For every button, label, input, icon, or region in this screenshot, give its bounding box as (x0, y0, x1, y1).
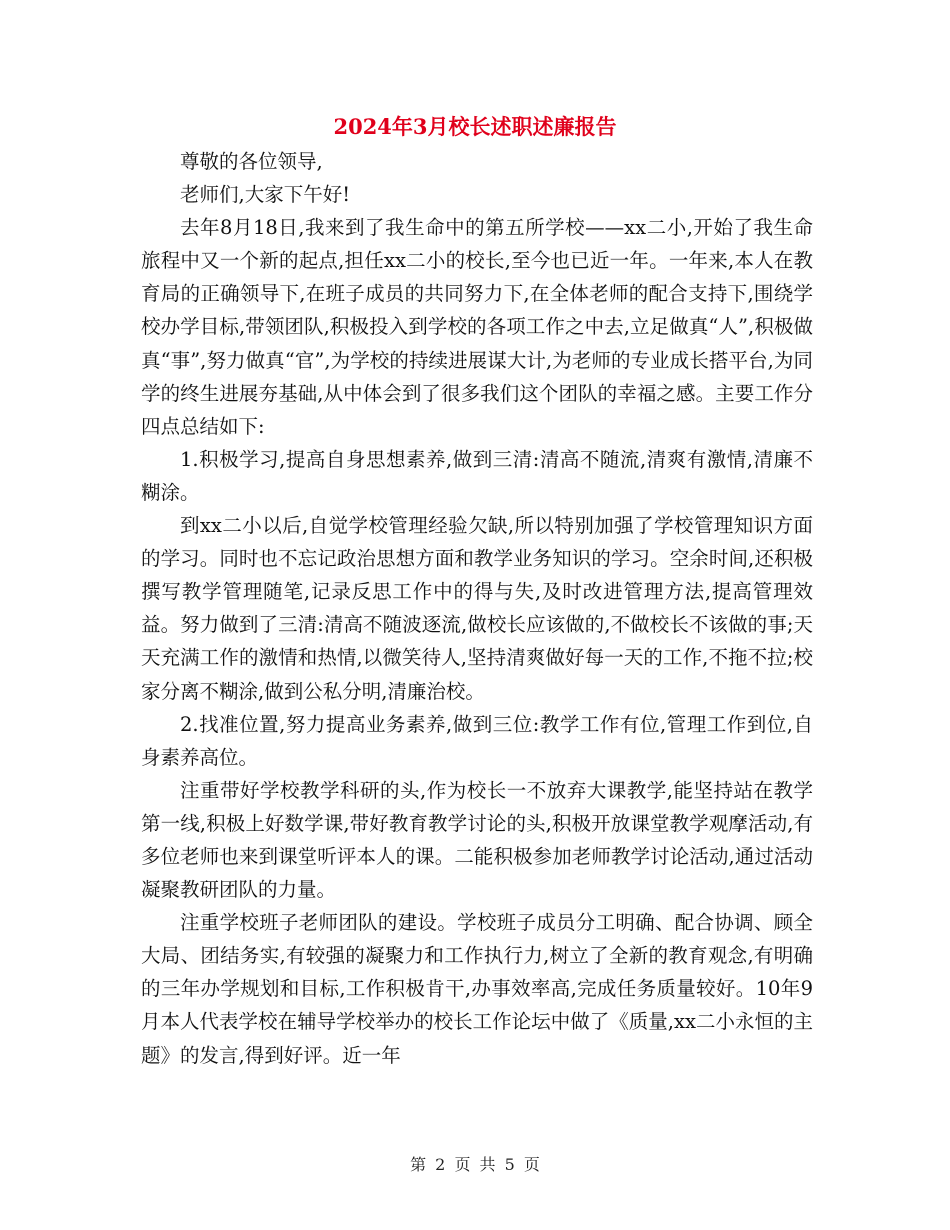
page-number-footer: 第 2 页 共 5 页 (410, 1155, 540, 1174)
intro-paragraph: 去年8月18日,我来到了我生命中的第五所学校——xx二小,开始了我生命旅程中又一个新的起点,担任xx二小的校长,至今也已近一年。一年来,本人在教育局的正确领导下,在班子成员的共同努力下,在全体老师的配合支持下,围绕学校办学目标,带领团队,积极投入到学校的各项工作之中去,立足做真“人”,积极做真“事”,努力做真“官”,为学校的持续进展谋大计,为老师的专业成长搭平台,为同学的终生进展夯基础,从中体会到了很多我们这个团队的幸福之感。主要工作分四点总结如下: (141, 216, 813, 438)
section-2-paragraph-2: 注重学校班子老师团队的建设。学校班子成员分工明确、配合协调、顾全大局、团结务实,有较强的凝聚力和工作执行力,树立了全新的教育观念,有明确的三年办学规划和目标,工作积极肯干,办事效率高,完成任务质量较好。10年9月本人代表学校在辅导学校举办的校长工作论坛中做了《质量,xx二小永恒的主题》的发言,得到好评。近一年 (141, 911, 813, 1067)
greeting-line: 尊敬的各位领导, (180, 150, 323, 173)
section-1-paragraph: 到xx二小以后,自觉学校管理经验欠缺,所以特别加强了学校管理知识方面的学习。同时也不忘记政治思想方面和教学业务知识的学习。空余时间,还积极撰写教学管理随笔,记录反思工作中的得与失,及时改进管理方法,提高管理效益。努力做到了三清:清高不随波逐流,做校长应该做的,不做校长不该做的事;天天充满工作的激情和热情,以微笑待人,坚持清爽做好每一天的工作,不拖不拉;校家分离不糊涂,做到公私分明,清廉治校。 (141, 514, 813, 703)
section-heading-1: 1.积极学习,提高自身思想素养,做到三清:清高不随流,清爽有激情,清廉不糊涂。 (141, 447, 813, 504)
document-body (141, 145, 813, 1072)
section-heading-2: 2.找准位置,努力提高业务素养,做到三位:教学工作有位,管理工作到位,自身素养高位。 (141, 712, 813, 769)
section-2-paragraph-1: 注重带好学校教学科研的头,作为校长一不放弃大课教学,能坚持站在教学第一线,积极上好数学课,带好教育教学讨论的头,积极开放课堂教学观摩活动,有多位老师也来到课堂听评本人的课。二能积极参加老师教学讨论活动,通过活动凝聚教研团队的力量。 (141, 778, 813, 902)
document-title: 2024年3月校长述职述廉报告 (333, 114, 617, 139)
salutation-line: 老师们,大家下午好! (180, 183, 351, 207)
